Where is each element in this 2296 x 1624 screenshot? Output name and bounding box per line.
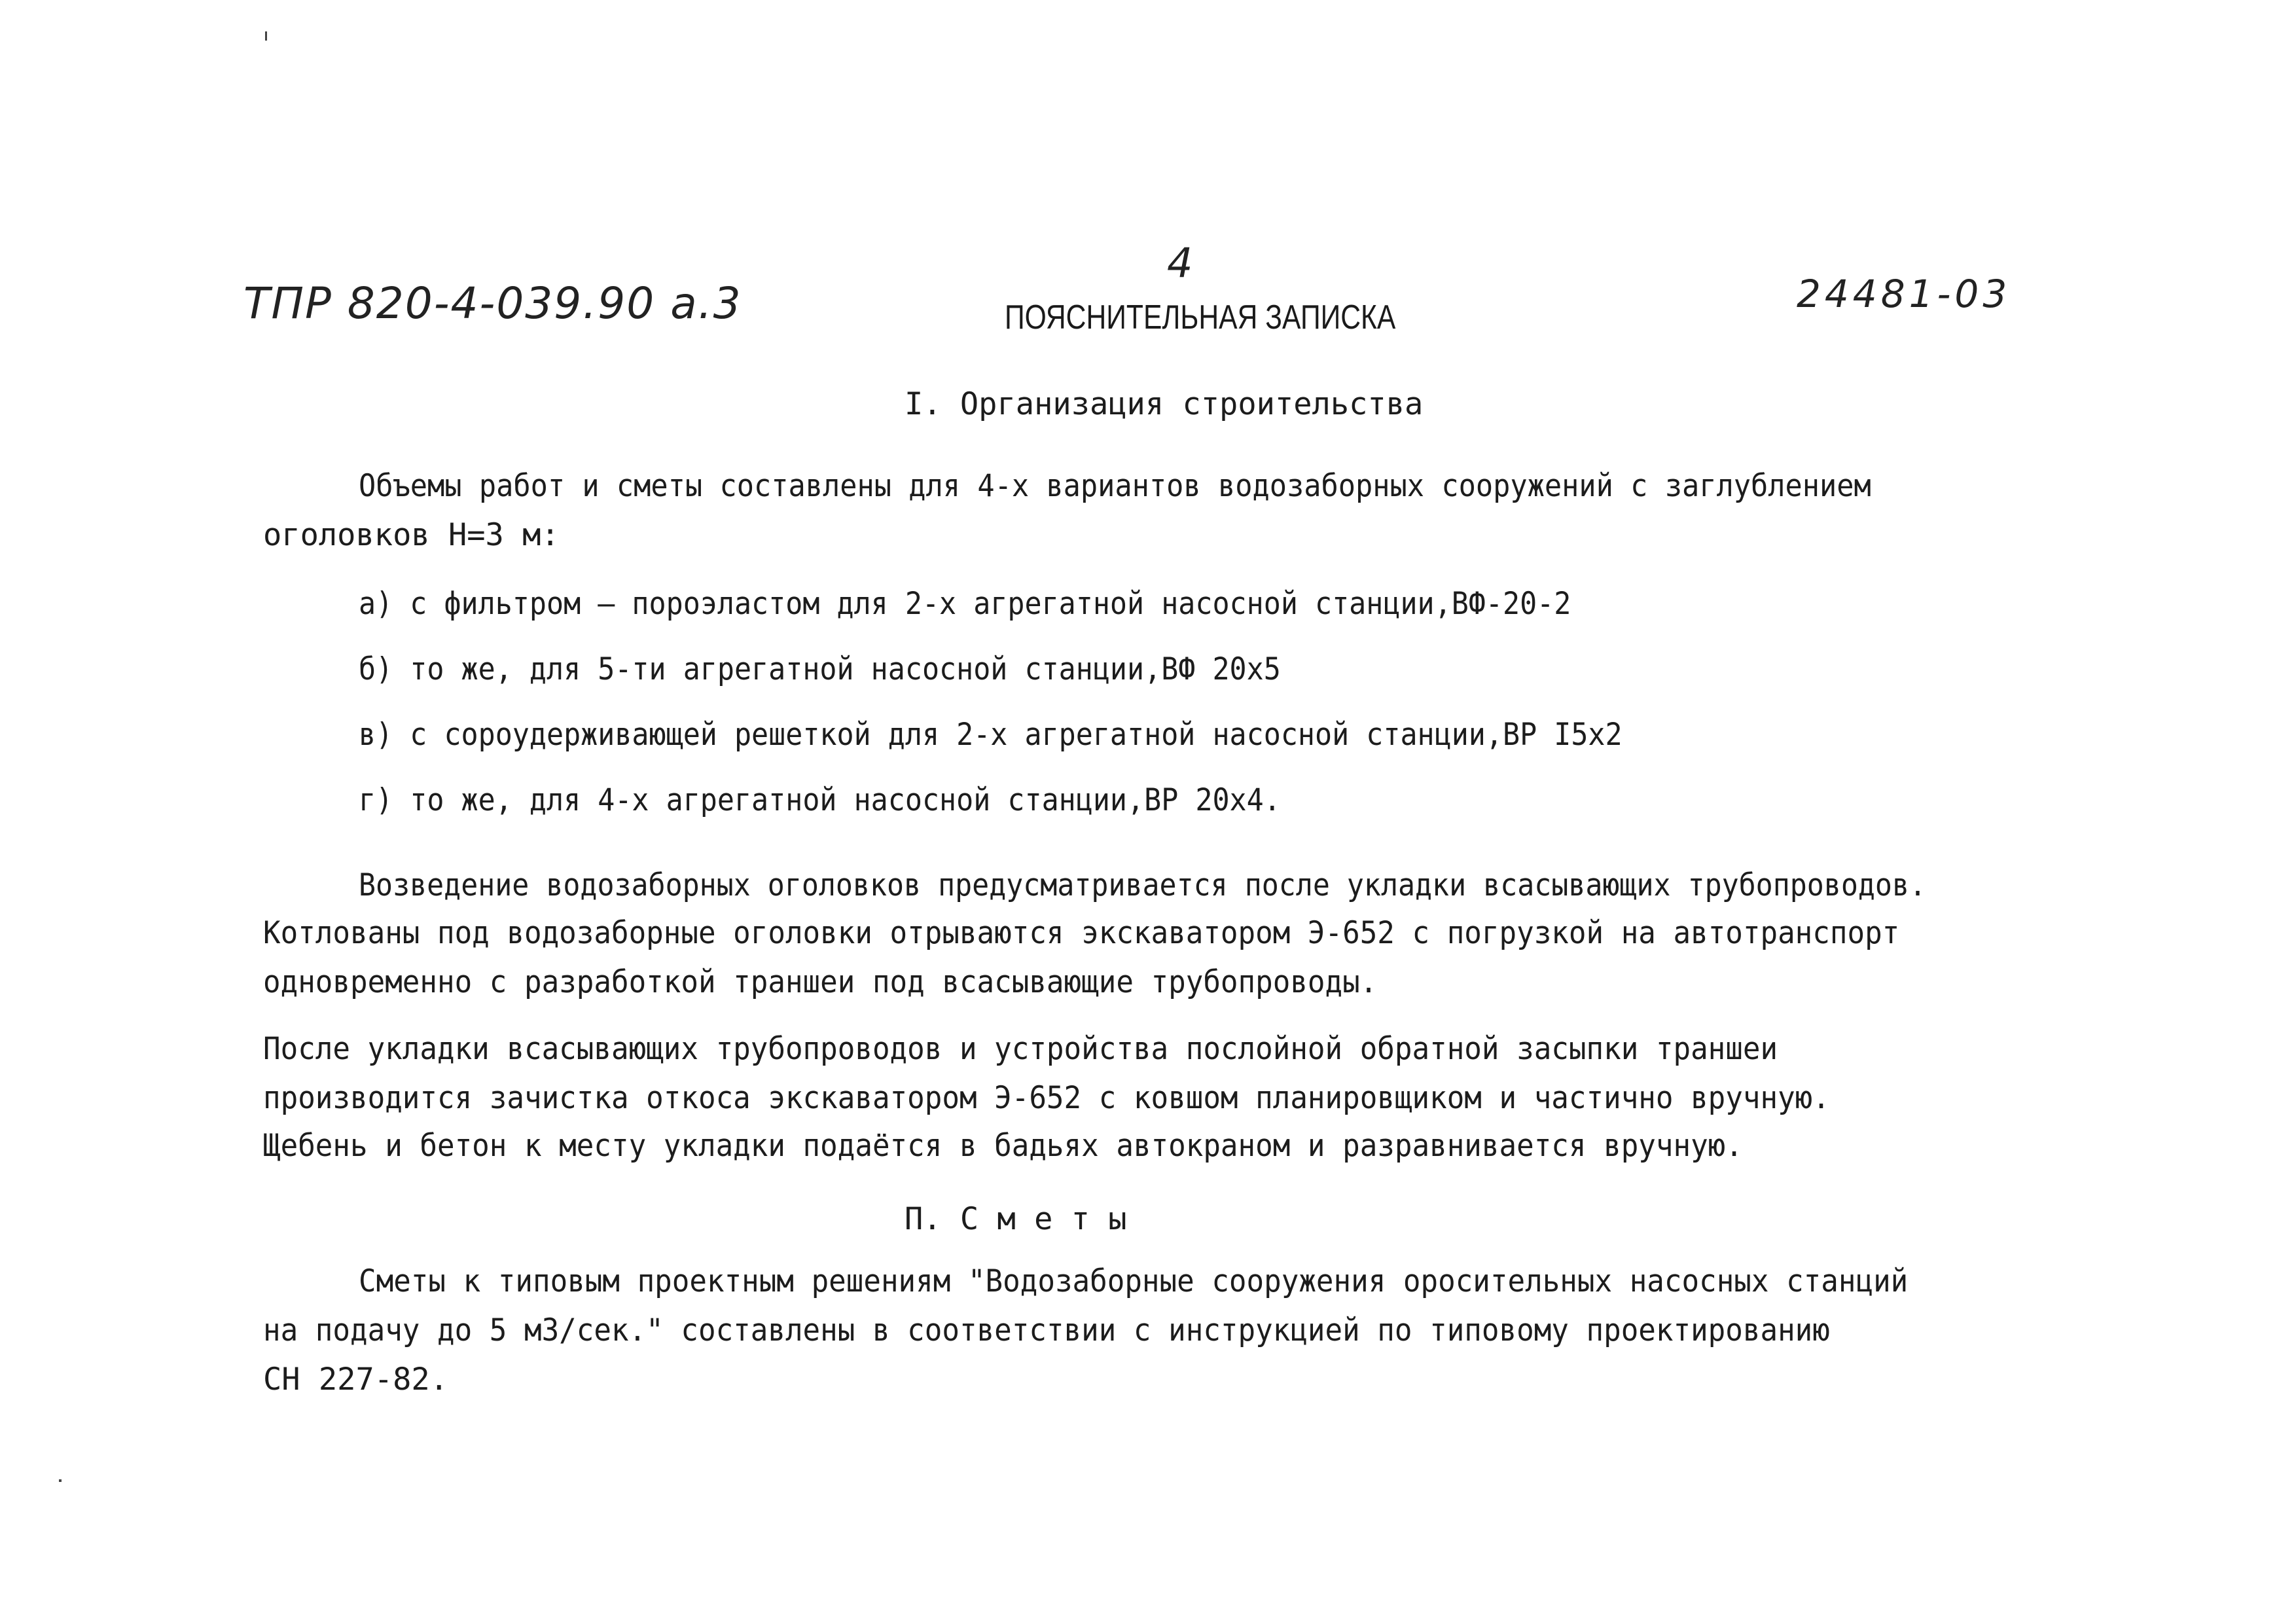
intro-line: оголовков Н=3 м: — [263, 517, 560, 553]
section-heading-organization: I. Организация строительства — [905, 386, 1424, 422]
document-code-handwritten: ТПР 820-4-039.90 а.3 — [243, 278, 742, 329]
document-title: ПОЯСНИТЕЛЬНАЯ ЗАПИСКА — [1005, 298, 1396, 336]
estimates-paragraph-line: Сметы к типовым проектным решениям "Водозаборные сооружения оросительных насосных станций — [359, 1263, 1909, 1299]
scan-speck — [265, 31, 267, 41]
page-number-handwritten: 4 — [1167, 239, 1193, 287]
variant-item-b: б) то же, для 5-ти агрегатной насосной станции,ВФ 20х5 — [359, 651, 1281, 687]
section-heading-estimates: П. С м е т ы — [905, 1201, 1127, 1237]
scan-speck — [59, 1479, 62, 1482]
variant-item-a: а) с фильтром — пороэластом для 2-х агрегатной насосной станции,ВФ-20-2 — [359, 586, 1571, 622]
construction-paragraph-line: Котлованы под водозаборные оголовки отрываются экскаватором Э-652 с погрузкой на автотранспорт — [263, 915, 1900, 951]
intro-line: Объемы работ и сметы составлены для 4-х вариантов водозаборных сооружений с заглублением — [359, 468, 1871, 504]
backfill-paragraph-line: После укладки всасывающих трубопроводов и устройства послойной обратной засыпки траншеи — [263, 1031, 1778, 1067]
estimates-paragraph-line: СН 227-82. — [263, 1362, 448, 1398]
archive-number-handwritten: 24481-03 — [1797, 272, 2011, 316]
variant-item-d: г) то же, для 4-х агрегатной насосной станции,ВР 20х4. — [359, 782, 1281, 818]
backfill-paragraph-line: производится зачистка откоса экскаватором Э-652 с ковшом планировщиком и частично вручную. — [263, 1080, 1830, 1116]
estimates-paragraph-line: на подачу до 5 м3/сек." составлены в соответствии с инструкцией по типовому проектированию — [263, 1312, 1830, 1348]
backfill-paragraph-line: Щебень и бетон к месту укладки подаётся в бадьях автокраном и разравнивается вручную. — [263, 1128, 1743, 1164]
variant-item-c: в) с сороудерживающей решеткой для 2-х агрегатной насосной станции,ВР I5х2 — [359, 717, 1623, 753]
construction-paragraph-line: Возведение водозаборных оголовков предусматривается после укладки всасывающих трубопроводов. — [359, 867, 1927, 903]
construction-paragraph-line: одновременно с разработкой траншеи под всасывающие трубопроводы. — [263, 964, 1378, 1000]
